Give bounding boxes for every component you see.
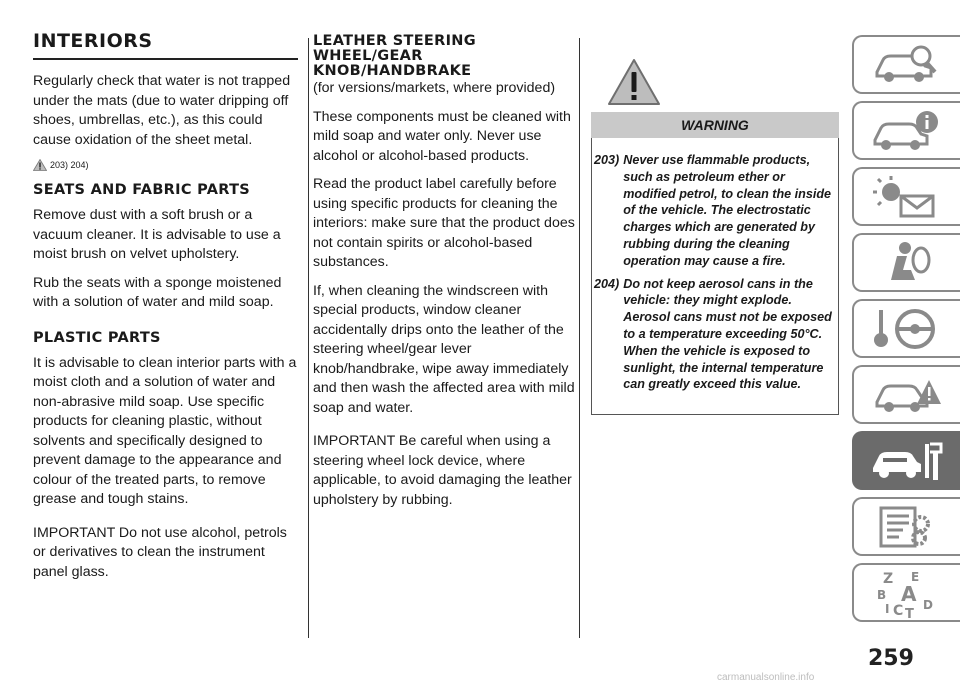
car-info-icon — [869, 108, 945, 154]
paragraph-plastic-2: IMPORTANT Do not use alcohol, petrols or derivatives to clean the instrument panel glass. — [33, 524, 287, 580]
section-title-leather: LEATHER STEERING WHEEL/GEAR KNOB/HANDBRAKE — [313, 33, 476, 79]
warning-note-number: 203) — [594, 153, 620, 167]
paragraph-seats-1: Remove dust with a soft brush or a vacuum cleaner. It is advisable to use a moist brush on velvet upholstery. — [33, 207, 281, 262]
warning-icon-area — [591, 36, 839, 106]
paragraph-mats: Regularly check that water is not trapped under the mats (due to water dripping off shoes, umbrellas, etc.), as this could cause oxidation of the sheet metal. — [33, 73, 291, 148]
tab-index[interactable] — [852, 563, 960, 622]
index-letter-z: Z — [883, 570, 894, 587]
index-letter-i: I — [885, 601, 890, 616]
seat-airbag-icon — [869, 240, 945, 286]
car-search-icon — [869, 42, 945, 88]
index-letter-e: E — [911, 569, 920, 584]
index-letter-a: A — [901, 581, 917, 606]
reference-numbers: 203) 204) — [50, 160, 89, 170]
tab-servicing-care[interactable] — [852, 431, 960, 490]
tab-info[interactable] — [852, 101, 960, 160]
column-interiors — [33, 30, 298, 591]
warning-note-text: Do not keep aerosol cans in the vehicle: they might explode. Aerosol cans must not be exposed to a temperature exceeding 50°C. When the vehicle is exposed to sunlight, the internal temperature can greatly exceed this value. — [623, 276, 832, 392]
paragraph-leather-1: These components must be cleaned with mild soap and water only. Never use alcohol or alcohol-based products. — [313, 108, 571, 164]
index-letter-c: C — [893, 602, 904, 619]
warning-triangle-icon — [33, 159, 47, 171]
section-title-seats: SEATS AND FABRIC PARTS — [33, 182, 250, 198]
warning-note-number: 204) — [594, 276, 620, 291]
tab-technical-data[interactable] — [852, 497, 960, 556]
alphabetical-index-icon — [869, 567, 945, 619]
document-gear-icon — [869, 504, 945, 550]
warning-body — [591, 138, 839, 415]
paragraph-plastic-1: It is advisable to clean interior parts with a moist cloth and a solution of water and non-abrasive mild soap. Use specific products for cleaning plastic, without solvents and specifically designed to prevent damage to the appearance and colour of the treated parts, to remove grease and tough stains. — [33, 354, 297, 507]
car-wrench-icon — [869, 438, 945, 484]
paragraph-leather-2: Read the product label carefully before using specific products for cleaning the interiors: make sure that the product does not contain spirits or alcohol-based substances. — [313, 176, 575, 270]
tab-starting-driving[interactable] — [852, 299, 960, 358]
paragraph-leather-3: If, when cleaning the windscreen with special products, window cleaner accidentally drips onto the leather of the steering wheel/gear lever knob/handbrake, wipe away immediately and then wash the affected area with mild soap and water. — [313, 282, 575, 416]
warning-header: WARNING — [591, 112, 839, 138]
warning-box — [591, 36, 839, 415]
tab-getting-to-know[interactable] — [852, 35, 960, 94]
chapter-tab-strip — [852, 35, 960, 629]
tab-safety[interactable] — [852, 233, 960, 292]
car-breakdown-icon — [869, 372, 945, 418]
paragraph-leather-intro: (for versions/markets, where provided) — [313, 80, 556, 96]
tab-lights-messages[interactable] — [852, 167, 960, 226]
column-divider — [579, 38, 580, 638]
page-number: 259 — [868, 646, 914, 671]
paragraph-seats-2: Rub the seats with a sponge moistened with a solution of water and mild soap. — [33, 274, 282, 310]
paragraph-leather-4: IMPORTANT Be careful when using a steering wheel lock device, where applicable, to avoid damaging the leather upholstery by rubbing. — [313, 433, 572, 508]
section-title-interiors: INTERIORS — [33, 30, 298, 60]
warning-note-204 — [594, 276, 836, 394]
key-steering-wheel-icon — [869, 306, 945, 352]
column-divider — [308, 38, 309, 638]
warning-triangle-icon — [607, 58, 661, 106]
index-letter-d: D — [923, 597, 933, 612]
section-title-plastic: PLASTIC PARTS — [33, 329, 161, 346]
tab-emergency[interactable] — [852, 365, 960, 424]
index-letter-b: B — [877, 587, 887, 602]
warning-note-text: Never use flammable products, such as petroleum ether or modified petrol, to clean the inside of the vehicle. The electrostatic charges which are generated by rubbing during the cleaning operation may cause a fire. — [623, 153, 832, 268]
column-leather — [313, 30, 575, 519]
index-letter-t: T — [905, 606, 914, 619]
warning-lights-icon — [869, 174, 945, 220]
watermark-footer: carmanualsonline.info — [717, 672, 815, 683]
warning-note-203 — [594, 152, 836, 270]
warning-references — [33, 159, 298, 171]
